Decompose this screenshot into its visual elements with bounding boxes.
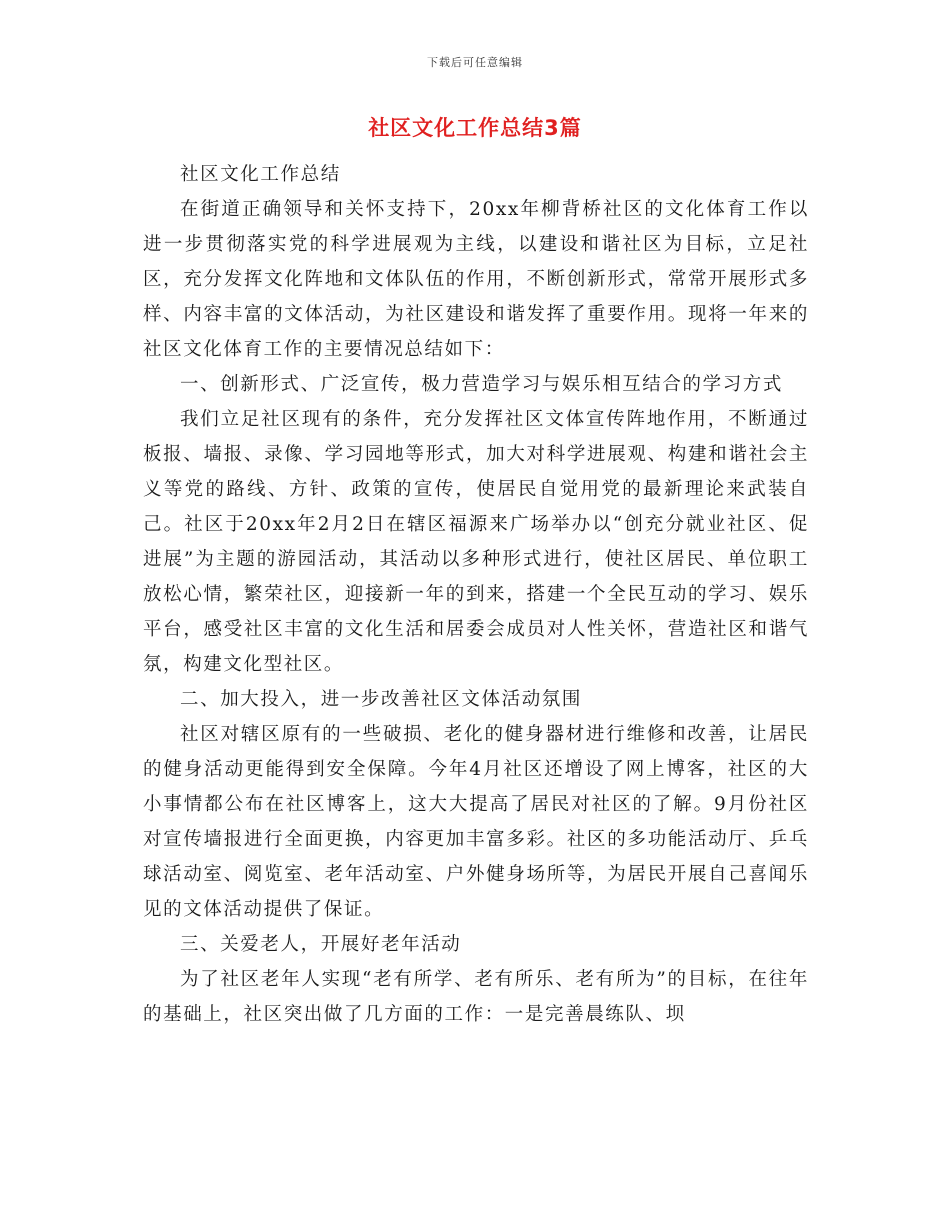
document-title: 社区文化工作总结3篇 [368,116,582,140]
section-heading: 二、加大投入，进一步改善社区文体活动氛围 [180,689,583,710]
paragraph: 为了社区老年人实现“老有所学、老有所乐、老有所为”的目标，在往年的基础上，社区突出做了几方面的工作：一是完善晨练队、坝 [143,969,809,1025]
paragraph: 社区对辖区原有的一些破损、老化的健身器材进行维修和改善，让居民的健身活动更能得到安全保障。今年4月社区还增设了网上博客，社区的大小事情都公布在社区博客上，这大大提高了居民对社区的了解。9月份社区对宣传墙报进行全面更换，内容更加丰富多彩。社区的多功能活动厅、乒乓球活动室、阅览室、老年活动室、户外健身场所等，为居民开展自己喜闻乐见的文体活动提供了保证。 [143,724,809,920]
document-body [143,157,809,1032]
section-heading: 一、创新形式、广泛宣传，极力营造学习与娱乐相互结合的学习方式 [180,374,784,395]
paragraph: 我们立足社区现有的条件，充分发挥社区文体宣传阵地作用，不断通过板报、墙报、录像、学习园地等形式，加大对科学进展观、构建和谐社会主义等党的路线、方针、政策的宣传，使居民自觉用党的最新理论来武装自己。社区于20xx年2月2日在辖区福源来广场举办以“创充分就业社区、促进展”为主题的游园活动，其活动以多种形式进行，使社区居民、单位职工放松心情，繁荣社区，迎接新一年的到来，搭建一个全民互动的学习、娱乐平台，感受社区丰富的文化生活和居委会成员对人性关怀，营造社区和谐气氛，构建文化型社区。 [143,409,809,675]
paragraph: 在街道正确领导和关怀支持下，20xx年柳背桥社区的文化体育工作以进一步贯彻落实党的科学进展观为主线，以建设和谐社区为目标，立足社区，充分发挥文化阵地和文体队伍的作用，不断创新形式，常常开展形式多样、内容丰富的文体活动，为社区建设和谐发挥了重要作用。现将一年来的社区文化体育工作的主要情况总结如下： [143,199,809,360]
section-heading: 三、关爱老人，开展好老年活动 [180,934,462,955]
section-heading: 社区文化工作总结 [180,164,341,185]
header-note: 下载后可任意编辑 [427,56,523,69]
